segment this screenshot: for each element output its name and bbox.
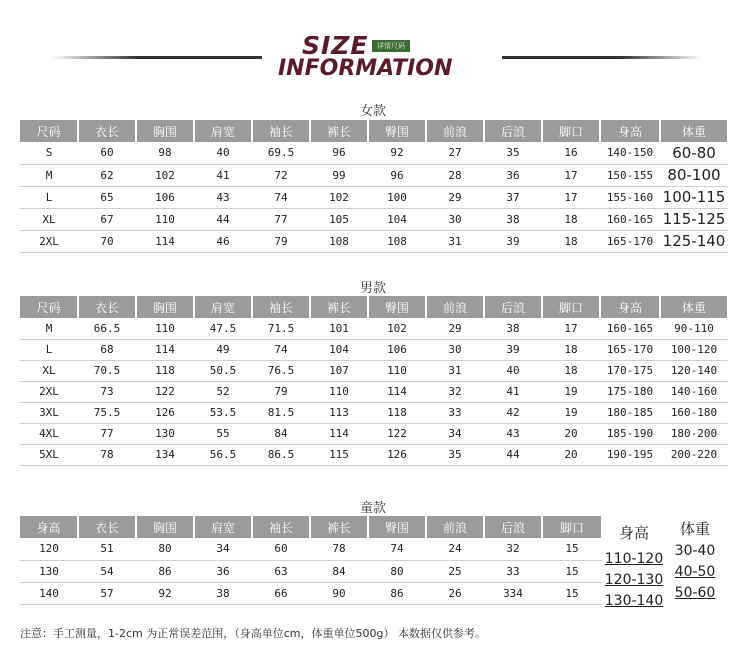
table-row — [20, 318, 728, 339]
column-header: 身高 — [20, 516, 78, 538]
table-cell: 32 — [426, 381, 484, 402]
table-cell: L — [20, 339, 78, 360]
table-cell: 165-170 — [600, 230, 660, 252]
table-cell: 104 — [310, 339, 368, 360]
kids-weight-range: 30-40 — [674, 543, 716, 559]
table-cell: 96 — [310, 142, 368, 164]
table-row — [20, 402, 728, 423]
table-cell: 54 — [78, 560, 136, 582]
table-cell: 43 — [484, 423, 542, 444]
table-row — [20, 186, 728, 208]
table-cell: 84 — [310, 560, 368, 582]
table-cell: 40 — [194, 142, 252, 164]
table-cell: 77 — [78, 423, 136, 444]
table-cell: 81.5 — [252, 402, 310, 423]
table-cell: 38 — [484, 208, 542, 230]
table-cell: 86.5 — [252, 444, 310, 465]
table-cell: 49 — [194, 339, 252, 360]
table-cell: 110 — [310, 381, 368, 402]
table-cell: XL — [20, 208, 78, 230]
women-section-title: 女款 — [360, 104, 387, 119]
table-cell: 99 — [310, 164, 368, 186]
table-cell: 74 — [252, 339, 310, 360]
table-cell: 180-185 — [600, 402, 660, 423]
table-cell: 17 — [542, 318, 600, 339]
column-header: 裤长 — [310, 120, 368, 142]
table-cell: 33 — [426, 402, 484, 423]
column-header: 后浪 — [484, 296, 542, 318]
table-cell: 41 — [484, 381, 542, 402]
table-cell: 108 — [368, 230, 426, 252]
table-cell: 75.5 — [78, 402, 136, 423]
column-header: 胸围 — [136, 296, 194, 318]
table-cell: 67 — [78, 208, 136, 230]
table-cell: 90 — [310, 582, 368, 604]
table-cell: 334 — [484, 582, 542, 604]
table-cell: 18 — [542, 208, 600, 230]
table-cell: 126 — [136, 402, 194, 423]
table-cell: 78 — [310, 538, 368, 560]
column-header: 后浪 — [484, 120, 542, 142]
kids-weight-header: 体重 — [679, 520, 710, 538]
table-cell: 73 — [78, 381, 136, 402]
column-header: 后浪 — [484, 516, 542, 538]
table-header-row — [20, 120, 728, 142]
table-cell: 32 — [484, 538, 542, 560]
table-cell: 79 — [252, 230, 310, 252]
table-cell: 39 — [484, 339, 542, 360]
table-cell: 72 — [252, 164, 310, 186]
table-cell: 62 — [78, 164, 136, 186]
table-cell: 155-160 — [600, 186, 660, 208]
table-cell: 68 — [78, 339, 136, 360]
table-cell: 100-115 — [660, 186, 728, 208]
table-cell: 76.5 — [252, 360, 310, 381]
women-size-table — [20, 120, 729, 253]
table-cell: 160-165 — [600, 318, 660, 339]
column-header: 胸围 — [136, 120, 194, 142]
table-cell: 113 — [310, 402, 368, 423]
table-cell: 100 — [368, 186, 426, 208]
table-cell: 104 — [368, 208, 426, 230]
table-row — [20, 381, 728, 402]
table-cell: 27 — [426, 142, 484, 164]
table-cell: 15 — [542, 560, 602, 582]
table-row — [20, 444, 728, 465]
table-cell: 52 — [194, 381, 252, 402]
table-cell: 57 — [78, 582, 136, 604]
table-cell: 16 — [542, 142, 600, 164]
table-cell: 18 — [542, 230, 600, 252]
table-cell: 63 — [252, 560, 310, 582]
table-cell: 50.5 — [194, 360, 252, 381]
table-cell: 115 — [310, 444, 368, 465]
table-header-row — [20, 516, 602, 538]
table-cell: 34 — [426, 423, 484, 444]
table-cell: 140-150 — [600, 142, 660, 164]
column-header: 肩宽 — [194, 120, 252, 142]
table-cell: 130 — [136, 423, 194, 444]
table-cell: 120-140 — [660, 360, 728, 381]
table-cell: 39 — [484, 230, 542, 252]
table-cell: 102 — [136, 164, 194, 186]
table-cell: 96 — [368, 164, 426, 186]
table-row — [20, 582, 602, 604]
table-cell: 70 — [78, 230, 136, 252]
table-cell: 125-140 — [660, 230, 728, 252]
kids-section-title: 童款 — [360, 501, 387, 516]
table-cell: 134 — [136, 444, 194, 465]
column-header: 裤长 — [310, 296, 368, 318]
table-cell: 43 — [194, 186, 252, 208]
table-row — [20, 560, 602, 582]
table-cell: XL — [20, 360, 78, 381]
table-cell: 19 — [542, 381, 600, 402]
kids-weight-column — [666, 518, 724, 601]
table-cell: 44 — [484, 444, 542, 465]
table-header-row — [20, 296, 728, 318]
table-cell: 70.5 — [78, 360, 136, 381]
column-header: 脚口 — [542, 120, 600, 142]
table-cell: 18 — [542, 339, 600, 360]
table-cell: 33 — [484, 560, 542, 582]
column-header: 肩宽 — [194, 516, 252, 538]
table-cell: 41 — [194, 164, 252, 186]
column-header: 脚口 — [542, 296, 600, 318]
table-cell: 102 — [368, 318, 426, 339]
table-cell: 26 — [426, 582, 484, 604]
kids-size-table — [20, 516, 603, 605]
table-cell: 29 — [426, 186, 484, 208]
title-size: SIZE — [302, 31, 369, 60]
table-cell: 86 — [368, 582, 426, 604]
kids-weight-range: 40-50 — [674, 564, 716, 580]
table-cell: 34 — [194, 538, 252, 560]
table-cell: 60 — [252, 538, 310, 560]
table-cell: 35 — [484, 142, 542, 164]
table-cell: 42 — [484, 402, 542, 423]
header-line-left — [52, 56, 262, 59]
table-cell: 190-195 — [600, 444, 660, 465]
title-information: INFORMATION — [278, 56, 453, 81]
table-cell: 55 — [194, 423, 252, 444]
table-cell: 110 — [136, 318, 194, 339]
table-row — [20, 208, 728, 230]
kids-height-column — [602, 522, 666, 609]
table-cell: 185-190 — [600, 423, 660, 444]
column-header: 胸围 — [136, 516, 194, 538]
table-cell: 53.5 — [194, 402, 252, 423]
table-cell: 126 — [368, 444, 426, 465]
table-cell: 92 — [368, 142, 426, 164]
table-cell: 114 — [136, 339, 194, 360]
column-header: 臀围 — [368, 296, 426, 318]
table-row — [20, 423, 728, 444]
table-cell: 5XL — [20, 444, 78, 465]
table-row — [20, 164, 728, 186]
table-row — [20, 230, 728, 252]
table-cell: 74 — [368, 538, 426, 560]
table-cell: 20 — [542, 423, 600, 444]
table-cell: 17 — [542, 186, 600, 208]
table-cell: 15 — [542, 582, 602, 604]
table-cell: 19 — [542, 402, 600, 423]
column-header: 脚口 — [542, 516, 602, 538]
column-header: 体重 — [660, 296, 728, 318]
table-cell: 65 — [78, 186, 136, 208]
table-cell: 60 — [78, 142, 136, 164]
table-cell: 105 — [310, 208, 368, 230]
table-cell: 107 — [310, 360, 368, 381]
table-cell: 29 — [426, 318, 484, 339]
table-cell: 200-220 — [660, 444, 728, 465]
table-cell: 69.5 — [252, 142, 310, 164]
table-row — [20, 360, 728, 381]
table-cell: 180-200 — [660, 423, 728, 444]
column-header: 前浪 — [426, 120, 484, 142]
table-cell: 35 — [426, 444, 484, 465]
table-cell: 122 — [136, 381, 194, 402]
column-header: 衣长 — [78, 120, 136, 142]
table-cell: 30 — [426, 208, 484, 230]
table-cell: 80 — [368, 560, 426, 582]
table-cell: 108 — [310, 230, 368, 252]
table-cell: 74 — [252, 186, 310, 208]
table-cell: 98 — [136, 142, 194, 164]
table-cell: 51 — [78, 538, 136, 560]
table-cell: 80-100 — [660, 164, 728, 186]
table-cell: 78 — [78, 444, 136, 465]
table-cell: 170-175 — [600, 360, 660, 381]
kids-height-range: 120-130 — [604, 572, 664, 588]
table-cell: 80 — [136, 538, 194, 560]
table-cell: 37 — [484, 186, 542, 208]
table-cell: 102 — [310, 186, 368, 208]
table-cell: 38 — [194, 582, 252, 604]
table-cell: 31 — [426, 230, 484, 252]
table-cell: 77 — [252, 208, 310, 230]
column-header: 袖长 — [252, 120, 310, 142]
column-header: 肩宽 — [194, 296, 252, 318]
table-cell: 2XL — [20, 230, 78, 252]
table-cell: 60-80 — [660, 142, 728, 164]
table-cell: 18 — [542, 360, 600, 381]
table-cell: 130 — [20, 560, 78, 582]
table-cell: 17 — [542, 164, 600, 186]
table-cell: 86 — [136, 560, 194, 582]
table-cell: 38 — [484, 318, 542, 339]
measurement-note: 注意：手工测量，1-2cm 为正常误差范围，（身高单位cm，体重单位500g） 本数据仅供参考。 — [20, 627, 486, 640]
kids-weight-range: 50-60 — [674, 585, 716, 601]
column-header: 体重 — [660, 120, 728, 142]
table-cell: 115-125 — [660, 208, 728, 230]
table-cell: 47.5 — [194, 318, 252, 339]
table-cell: 84 — [252, 423, 310, 444]
table-cell: 165-170 — [600, 339, 660, 360]
kids-height-header: 身高 — [618, 524, 649, 542]
table-cell: L — [20, 186, 78, 208]
table-cell: 66.5 — [78, 318, 136, 339]
column-header: 袖长 — [252, 516, 310, 538]
table-cell: 71.5 — [252, 318, 310, 339]
column-header: 裤长 — [310, 516, 368, 538]
header-line-right — [502, 56, 702, 59]
table-cell: 106 — [368, 339, 426, 360]
table-cell: 160-165 — [600, 208, 660, 230]
table-cell: 44 — [194, 208, 252, 230]
table-cell: 110 — [368, 360, 426, 381]
table-cell: 31 — [426, 360, 484, 381]
table-cell: 140 — [20, 582, 78, 604]
table-cell: 114 — [368, 381, 426, 402]
table-cell: 110 — [136, 208, 194, 230]
table-row — [20, 339, 728, 360]
men-section-title: 男款 — [360, 281, 387, 296]
table-cell: 36 — [194, 560, 252, 582]
column-header: 臀围 — [368, 120, 426, 142]
table-cell: 120 — [20, 538, 78, 560]
column-header: 臀围 — [368, 516, 426, 538]
table-cell: 36 — [484, 164, 542, 186]
column-header: 袖长 — [252, 296, 310, 318]
table-cell: 66 — [252, 582, 310, 604]
table-cell: 30 — [426, 339, 484, 360]
table-row — [20, 142, 728, 164]
table-cell: 90-110 — [660, 318, 728, 339]
table-cell: 92 — [136, 582, 194, 604]
table-cell: 150-155 — [600, 164, 660, 186]
table-cell: 100-120 — [660, 339, 728, 360]
table-cell: 79 — [252, 381, 310, 402]
column-header: 前浪 — [426, 296, 484, 318]
table-cell: M — [20, 318, 78, 339]
table-cell: 4XL — [20, 423, 78, 444]
table-cell: 15 — [542, 538, 602, 560]
table-cell: 25 — [426, 560, 484, 582]
table-cell: 2XL — [20, 381, 78, 402]
table-cell: 24 — [426, 538, 484, 560]
column-header: 衣长 — [78, 516, 136, 538]
table-cell: 160-180 — [660, 402, 728, 423]
table-cell: 3XL — [20, 402, 78, 423]
column-header: 前浪 — [426, 516, 484, 538]
table-cell: 46 — [194, 230, 252, 252]
kids-height-range: 130-140 — [604, 593, 664, 609]
table-cell: S — [20, 142, 78, 164]
table-cell: 114 — [310, 423, 368, 444]
title-badge: 详情尺码 — [372, 40, 410, 52]
table-cell: 118 — [368, 402, 426, 423]
column-header: 身高 — [600, 296, 660, 318]
column-header: 尺码 — [20, 296, 78, 318]
table-cell: 122 — [368, 423, 426, 444]
table-cell: 28 — [426, 164, 484, 186]
column-header: 身高 — [600, 120, 660, 142]
table-row — [20, 538, 602, 560]
column-header: 衣长 — [78, 296, 136, 318]
table-cell: 101 — [310, 318, 368, 339]
table-cell: 106 — [136, 186, 194, 208]
table-cell: 114 — [136, 230, 194, 252]
men-size-table — [20, 296, 729, 466]
table-cell: 20 — [542, 444, 600, 465]
table-cell: 175-180 — [600, 381, 660, 402]
table-cell: M — [20, 164, 78, 186]
table-cell: 118 — [136, 360, 194, 381]
table-cell: 56.5 — [194, 444, 252, 465]
kids-height-range: 110-120 — [604, 551, 664, 567]
table-cell: 140-160 — [660, 381, 728, 402]
column-header: 尺码 — [20, 120, 78, 142]
table-cell: 40 — [484, 360, 542, 381]
